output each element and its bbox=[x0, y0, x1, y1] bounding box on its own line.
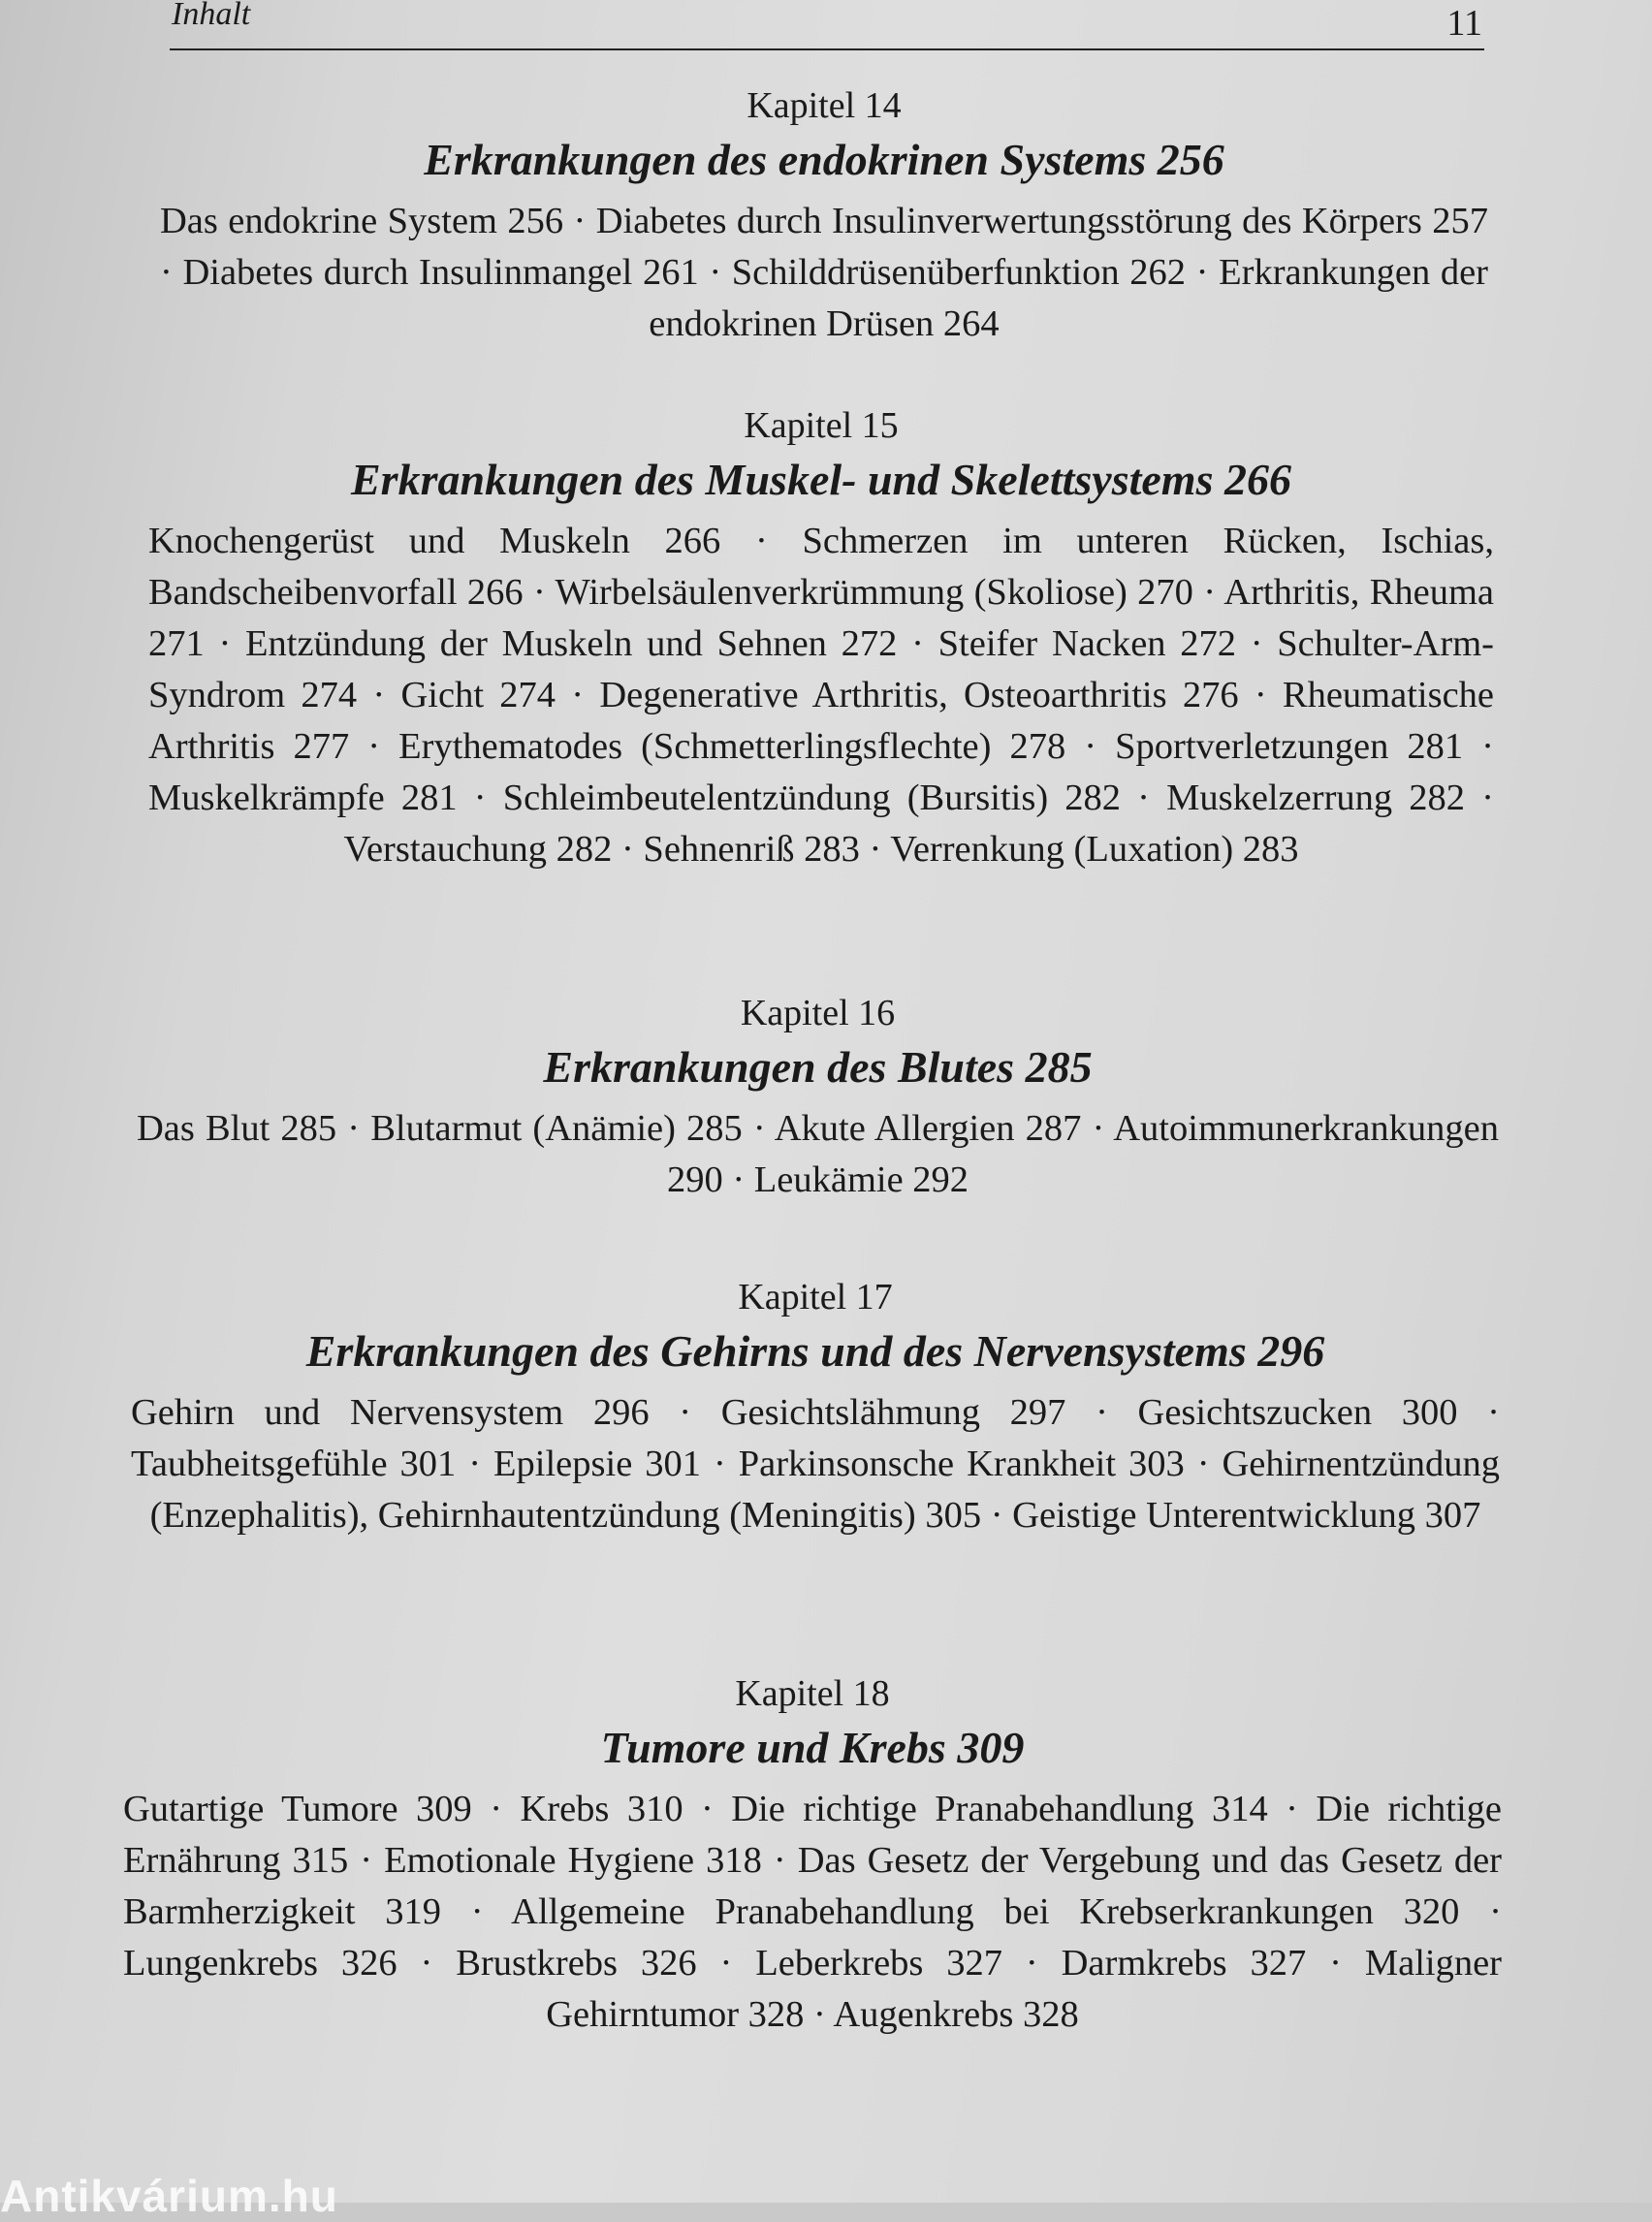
chapter-label: Kapitel 14 bbox=[747, 85, 902, 126]
watermark: Antikvárium.hu bbox=[0, 2171, 338, 2221]
chapter-title: Tumore und Krebs 309 bbox=[600, 1723, 1025, 1772]
page-number: 11 bbox=[1446, 3, 1482, 44]
chapter-label: Kapitel 15 bbox=[744, 405, 899, 446]
chapter-title: Erkrankungen des endokrinen Systems 256 bbox=[424, 135, 1224, 184]
running-header bbox=[170, 0, 1484, 50]
chapter-15 bbox=[148, 401, 1494, 875]
chapter-entries: Gutartige Tumore 309 · Krebs 310 · Die richtige Pranabehandlung 314 · Die richtige Ernährung 315 · Emotionale Hygiene 318 · Das Gesetz der Vergebung und das Gesetz der Barmherzigkeit 319 · Allgemeine Pranabehandlung bei Krebserkrankungen 320 · Lungenkrebs 326 · Brustkrebs 326 · Leberkrebs 327 · Darmkrebs 327 · Maligner Gehirntumor 328 · Augenkrebs 328 bbox=[123, 1789, 1502, 2035]
chapter-label: Kapitel 18 bbox=[735, 1673, 890, 1714]
chapter-14 bbox=[160, 81, 1488, 350]
chapter-18 bbox=[123, 1669, 1502, 2041]
chapter-16 bbox=[137, 989, 1499, 1206]
running-title: Inhalt bbox=[172, 0, 251, 32]
chapter-entries: Knochengerüst und Muskeln 266 · Schmerzen im unteren Rücken, Ischias, Bandscheibenvorfall 266 · Wirbelsäulenverkrümmung (Skoliose) 270 · Arthritis, Rheuma 271 · Entzündung der Muskeln und Sehnen 272 · Steifer Nacken 272 · Schulter-Arm-Syndrom 274 · Gicht 274 · Degenerative Arthritis, Osteoarthritis 276 · Rheumatische Arthritis 277 · Erythematodes (Schmetterlingsflechte) 278 · Sportverletzungen 281 · Muskelkrämpfe 281 · Schleimbeutelentzündung (Bursitis) 282 · Muskelzerrung 282 · Verstauchung 282 · Sehnenriß 283 · Verrenkung (Luxation) 283 bbox=[148, 521, 1494, 870]
chapter-entries: Das Blut 285 · Blutarmut (Anämie) 285 · Akute Allergien 287 · Autoimmunerkrankungen 290 · Leukämie 292 bbox=[137, 1108, 1499, 1200]
chapter-entries: Das endokrine System 256 · Diabetes durch Insulinverwertungsstörung des Körpers 257 · Diabetes durch Insulinmangel 261 · Schilddrüsenüberfunktion 262 · Erkrankungen der endokrinen Drüsen 264 bbox=[160, 201, 1488, 344]
chapter-title: Erkrankungen des Muskel- und Skelettsystems 266 bbox=[351, 455, 1291, 504]
chapter-entries: Gehirn und Nervensystem 296 · Gesichtslähmung 297 · Gesichtszucken 300 · Taubheitsgefühle 301 · Epilepsie 301 · Parkinsonsche Krankheit 303 · Gehirnentzündung (Enzephalitis), Gehirnhautentzündung (Meningitis) 305 · Geistige Unterentwicklung 307 bbox=[131, 1392, 1500, 1536]
chapter-title: Erkrankungen des Blutes 285 bbox=[543, 1042, 1093, 1092]
chapter-title: Erkrankungen des Gehirns und des Nervensystems 296 bbox=[305, 1326, 1325, 1376]
chapter-label: Kapitel 16 bbox=[740, 993, 896, 1033]
chapter-17 bbox=[131, 1273, 1500, 1541]
chapter-label: Kapitel 17 bbox=[738, 1277, 893, 1317]
